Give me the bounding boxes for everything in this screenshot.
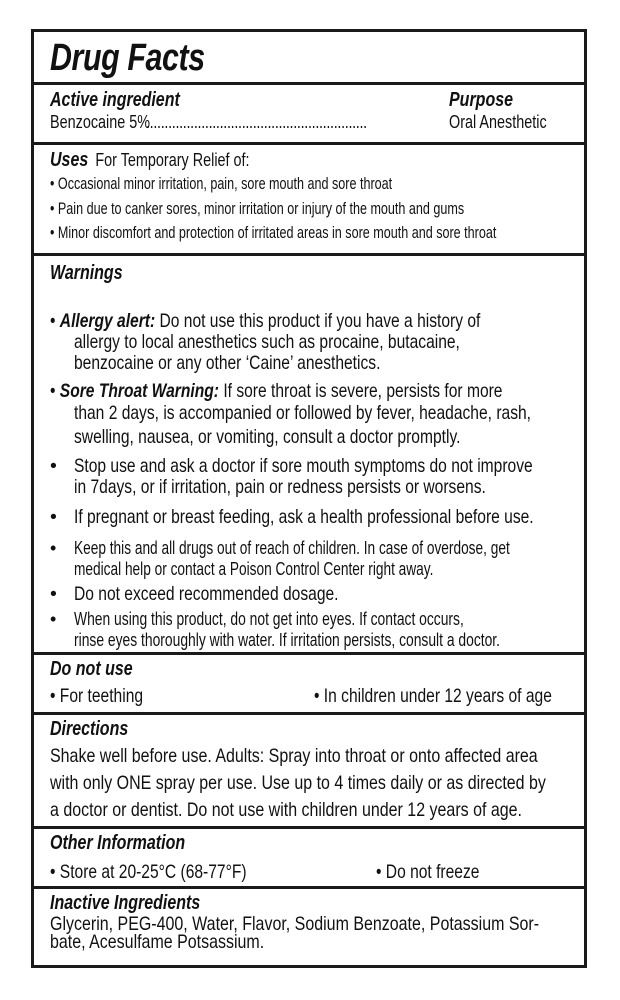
uses-section [34,145,584,256]
do-not-use-item: • In children under 12 years of age [314,685,552,707]
warnings-section [34,256,584,655]
warning-item: • Stop use and ask a doctor if sore mouth symptoms do not improve in 7days, or if irritation, pain or redness persists or worsens. [50,455,533,498]
directions-text: Shake well before use. Adults: Spray into throat or onto affected area with only ONE spray per use. Use up to 4 times daily or as directed by a doctor or dentist. Do not use with children under 12 years of age. [50,745,546,821]
warning-item: • When using this product, do not get into eyes. If contact occurs, rinse eyes thoroughly with water. If irritation persists, consult a doctor. [50,609,501,650]
bullet-icon: • [50,685,56,707]
inactive-ingredients-section [34,889,584,965]
other-info-item: • Do not freeze [376,861,480,883]
other-information-section [34,829,584,889]
warning-item: • If pregnant or breast feeding, ask a health professional before use. [50,506,534,528]
inactive-ingredients-heading: Inactive Ingredients [50,892,201,914]
allergy-alert: • Allergy alert: Do not use this product if you have a history of allergy to local anesthetics such as procaine, butacaine, benzocaine or any other ‘Caine’ anesthetics. [50,310,481,374]
allergy-alert-label: Allergy alert: [59,310,156,332]
bullet-icon: • [50,506,57,528]
inactive-ingredients-text: Glycerin, PEG-400, Water, Flavor, Sodium Benzoate, Potassium Sor- bate, Acesulfame Potsassium. [50,913,540,953]
bullet-icon: • [50,174,55,193]
uses-item: • Occasional minor irritation, pain, sore mouth and sore throat [50,174,393,193]
bullet-icon: • [50,583,57,605]
warning-item: • Keep this and all drugs out of reach of children. In case of overdose, get medical help or contact a Poison Control Center right away. [50,538,510,579]
other-information-heading: Other Information [50,832,186,854]
bullet-icon: • [376,861,382,883]
warnings-heading: Warnings [50,262,123,284]
bullet-icon: • [50,223,55,242]
active-ingredient-section [34,85,584,145]
purpose-heading: Purpose [449,89,514,111]
drug-facts-panel [31,29,587,968]
uses-intro: For Temporary Relief of: [95,150,250,170]
directions-heading: Directions [50,718,129,740]
do-not-use-heading: Do not use [50,658,133,680]
bullet-icon: • [50,538,57,558]
sore-throat-warning: • Sore Throat Warning: If sore throat is severe, persists for more than 2 days, is accompanied or followed by fever, headache, rash, swelling, nausea, or vomiting, consult a doctor promptly. [50,380,532,448]
bullet-icon: • [50,861,56,883]
uses-heading: Uses [50,149,89,171]
active-ingredient-purpose: Oral Anesthetic [449,112,547,132]
bullet-icon: • [50,199,55,218]
uses-item: • Minor discomfort and protection of irritated areas in sore mouth and sore throat [50,223,497,242]
sore-throat-label: Sore Throat Warning: [59,380,219,402]
bullet-icon: • [314,685,320,707]
other-info-item: • Store at 20-25°C (68-77°F) [50,861,247,883]
uses-item: • Pain due to canker sores, minor irritation or injury of the mouth and gums [50,199,465,218]
bullet-icon: • [50,310,56,332]
bullet-icon: • [50,380,56,402]
do-not-use-section [34,655,584,715]
active-ingredient-name: Benzocaine 5% [50,112,151,132]
warning-item: • Do not exceed recommended dosage. [50,583,339,605]
directions-section [34,715,584,829]
do-not-use-item: • For teething [50,685,144,707]
title-section [34,32,584,85]
bullet-icon: • [50,609,57,629]
dot-leader: ............................................................ [146,112,367,132]
page-title: Drug Facts [50,37,205,79]
active-ingredient-heading: Active ingredient [50,89,180,111]
bullet-icon: • [50,455,57,477]
